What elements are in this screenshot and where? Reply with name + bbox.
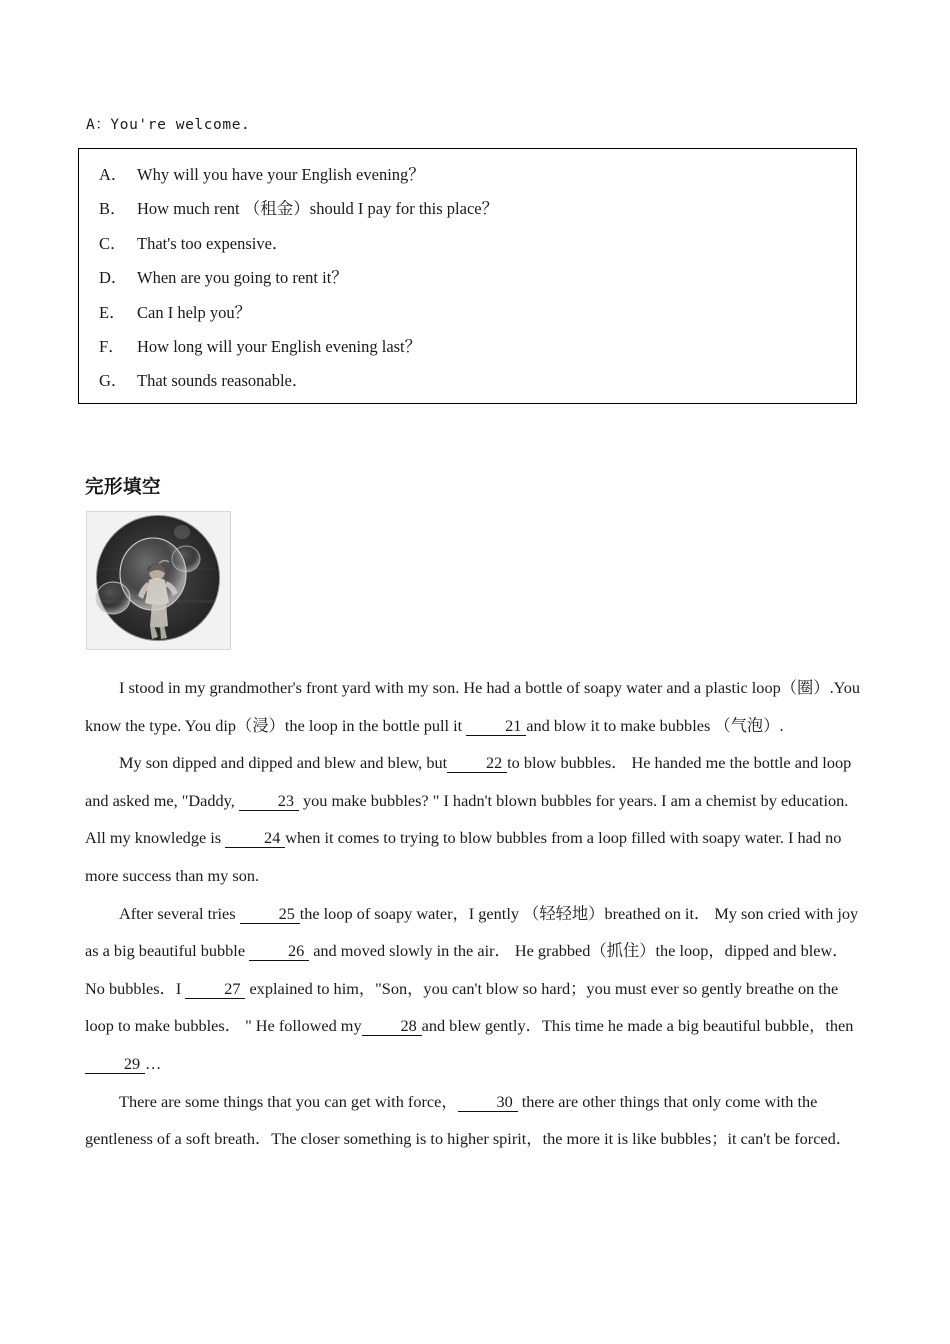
option-letter: C． [99, 233, 127, 253]
option-text: How much rent （租金）should I pay for this place？ [137, 199, 499, 219]
option-row[interactable] [99, 192, 856, 226]
answer-blank-30[interactable]: 30 [458, 1093, 518, 1112]
bubbles-photo-graphic [87, 512, 230, 649]
passage-text: explained to him，"Son，you can't blow so hard；you must ever so gently breathe on the loop to make bubbles． " He followed my [85, 978, 839, 1036]
option-text: When are you going to rent it？ [137, 268, 348, 288]
options-list [79, 149, 856, 399]
option-letter: F． [99, 337, 125, 357]
option-row[interactable] [99, 158, 856, 192]
answer-blank-27[interactable]: 27 [185, 980, 245, 999]
option-letter: A． [99, 165, 128, 184]
option-row[interactable] [99, 227, 856, 261]
dialogue-line: A：You're welcome. [86, 117, 251, 133]
option-row[interactable] [99, 296, 856, 330]
passage-text: After several tries [119, 903, 240, 923]
passage-text: to blow bubbles． He handed me the bottle and loop and asked me, "Daddy, [85, 753, 852, 810]
answer-blank-28[interactable]: 28 [362, 1017, 422, 1036]
option-text: Why will you have your English evening？ [137, 165, 425, 184]
passage-text: you make bubbles? " I hadn't blown bubbles for years. I am a chemist by education. All my knowledge is [85, 790, 849, 848]
answer-blank-26[interactable]: 26 [249, 942, 309, 961]
passage-text: the loop of soapy water，I gently （轻轻地）breathed on it． My son cried with joy as a big beautiful bubble [85, 903, 859, 961]
answer-blank-21[interactable]: 21 [466, 717, 526, 736]
answer-blank-29[interactable]: 29 [85, 1055, 145, 1074]
option-row[interactable] [99, 261, 856, 295]
passage-text: and blew gently．This time he made a big beautiful bubble，then [421, 1016, 854, 1036]
option-letter: D． [99, 268, 128, 288]
option-text: How long will your English evening last？ [137, 337, 422, 357]
passage-text: there are other things that only come with the gentleness of a soft breath．The closer something is to higher spirit，the more it is like bubbles；it can't be forced． [85, 1091, 853, 1149]
passage-text: and blow it to make bubbles （气泡）. [526, 715, 784, 735]
passage-text: and moved slowly in the air． He grabbed（抓住）the loop，dipped and blew．No bubbles．I [85, 941, 849, 998]
passage-text: My son dipped and dipped and blew and blew, but [119, 753, 448, 773]
page-title: 完形填空 [85, 477, 162, 498]
passage-text: There are some things that you can get with force， [119, 1091, 458, 1111]
answer-blank-23[interactable]: 23 [239, 792, 299, 811]
option-text: Can I help you？ [137, 302, 252, 322]
option-row[interactable] [99, 330, 856, 364]
option-letter: B． [99, 199, 127, 219]
answer-blank-24[interactable]: 24 [225, 829, 285, 848]
answer-blank-22[interactable]: 22 [447, 754, 507, 773]
options-box [78, 148, 857, 404]
option-letter: E． [99, 302, 126, 322]
passage-paragraph [85, 1083, 865, 1158]
passage-paragraph [85, 744, 865, 894]
passage-text: … [145, 1053, 162, 1073]
option-row[interactable] [99, 364, 856, 398]
option-text: That's too expensive． [137, 233, 289, 253]
passage-text: when it comes to trying to blow bubbles from a loop filled with soapy water. I had no more success than my son. [85, 828, 842, 885]
option-letter: G． [99, 371, 128, 391]
option-text: That sounds reasonable． [137, 371, 309, 391]
passage-paragraph [85, 669, 865, 744]
passage-body [85, 669, 865, 1158]
bubbles-photo [86, 511, 231, 650]
answer-blank-25[interactable]: 25 [240, 905, 300, 924]
passage-paragraph [85, 895, 865, 1083]
passage-text: I stood in my grandmother's front yard with my son. He had a bottle of soapy water and a plastic loop（圈）.You know the type. You dip（浸）the loop in the bottle pull it [85, 678, 861, 735]
